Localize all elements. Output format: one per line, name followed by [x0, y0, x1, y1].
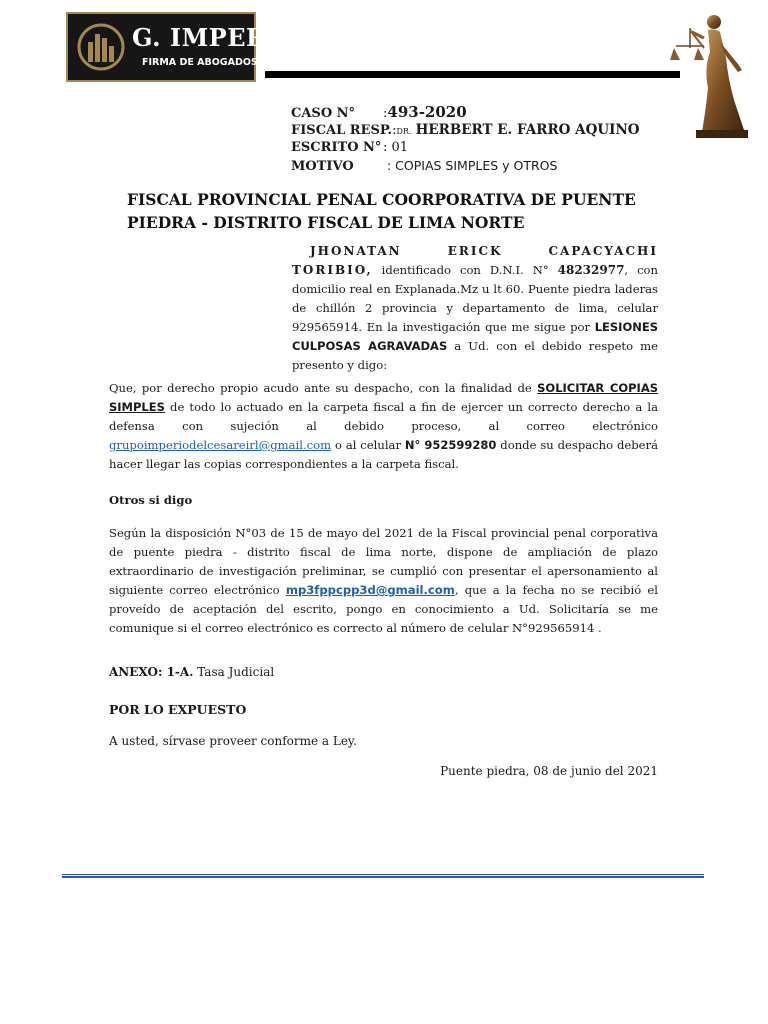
header-rule — [265, 71, 680, 78]
document-title: FISCAL PROVINCIAL PENAL COORPORATIVA DE PUENTE PIEDRA - DISTRITO FISCAL DE LIMA NORTE — [127, 190, 636, 232]
case-number-sep: : — [383, 106, 388, 121]
otros-paragraph — [109, 524, 658, 638]
fiscal-row — [291, 122, 671, 140]
party-text-1: identificado con D.N.I. N° — [381, 263, 558, 277]
fiscal-name: HERBERT E. FARRO AQUINO — [415, 121, 640, 138]
otros-text-2: , que a la fecha no se recibió el proveído de aceptación del escrito, pongo en conocimiento a Ud. Solicitaría se me comunique si el correo electrónico es correcto al número de celular N°929565914 . — [109, 583, 658, 635]
building-emblem-icon — [76, 22, 126, 72]
party-text-3: a Ud. con el debido respeto me presento y digo: — [292, 339, 658, 372]
petition-paragraph — [109, 379, 658, 474]
escrito-value: : 01 — [383, 140, 409, 155]
party-identification — [292, 242, 658, 375]
petition-text-4: donde su despacho deberá hacer llegar las copias correspondientes a la carpeta fiscal. — [109, 438, 658, 471]
petition-text-1: Que, por derecho propio acudo ante su despacho, con la finalidad de — [109, 381, 538, 395]
firm-logo — [66, 12, 300, 82]
otros-email-link[interactable]: mp3fppcpp3d@gmail.com — [285, 583, 455, 597]
expuesto-heading: POR LO EXPUESTO — [109, 702, 247, 717]
logo-subtitle: FIRMA DE ABOGADOS — [142, 57, 258, 68]
petition-text-3: o al celular — [331, 438, 405, 452]
lady-justice-icon — [668, 8, 750, 140]
otros-heading: Otros si digo — [109, 493, 193, 507]
escrito-label: ESCRITO N° — [291, 140, 382, 155]
party-dni: 48232977 — [557, 263, 625, 277]
party-offense: LESIONES CULPOSAS AGRAVADAS — [292, 320, 658, 353]
anexo-value: Tasa Judicial — [193, 665, 275, 679]
fiscal-label: FISCAL RESP. — [291, 122, 393, 138]
otros-text-1: Según la disposición N°03 de 15 de mayo del 2021 de la Fiscal provincial penal corporativa de puente piedra - distrito fiscal de lima norte, dispone de ampliación de plazo extraordinario de investigación preliminar, se cumplió con presentar el apersonamiento al siguiente correo electrónico — [109, 526, 658, 597]
closing-request: A usted, sírvase proveer conforme a Ley. — [109, 734, 357, 748]
place-date: Puente piedra, 08 de junio del 2021 — [440, 764, 658, 778]
motivo-value: : COPIAS SIMPLES y OTROS — [387, 157, 558, 173]
petition-text-2: de todo lo actuado en la carpeta fiscal a fin de ejercer un correcto derecho a la defensa con sujeción al debido proceso, al correo electrónico — [109, 400, 658, 433]
party-text-2: , con domicilio real en Explanada.Mz u lt 60. Puente piedra laderas de chillón 2 provincia y departamento de lima, celular 929565914. En la investigación que me sigue por — [292, 263, 659, 334]
motivo-row — [291, 157, 671, 175]
anexo-line — [109, 665, 274, 679]
case-number-row — [291, 104, 671, 122]
fiscal-sep: : — [392, 122, 397, 138]
logo-title: G. IMPERIO — [132, 23, 300, 52]
petition-request: SOLICITAR COPIAS SIMPLES — [109, 381, 658, 414]
fiscal-prefix: DR. — [396, 126, 412, 136]
anexo-label: ANEXO: 1-A. — [109, 665, 194, 679]
case-number-value: 493-2020 — [387, 103, 467, 121]
case-info — [291, 104, 671, 174]
footer-rule — [62, 874, 704, 878]
escrito-row — [291, 139, 671, 157]
petition-phone: N° 952599280 — [404, 438, 497, 452]
petition-email-link[interactable]: grupoimperiodelcesareirl@gmail.com — [109, 438, 332, 452]
party-name: JHONATAN ERICK CAPACYACHI TORIBIO, — [292, 244, 658, 277]
case-number-label: CASO N° — [291, 106, 356, 121]
motivo-label: MOTIVO — [291, 158, 354, 174]
